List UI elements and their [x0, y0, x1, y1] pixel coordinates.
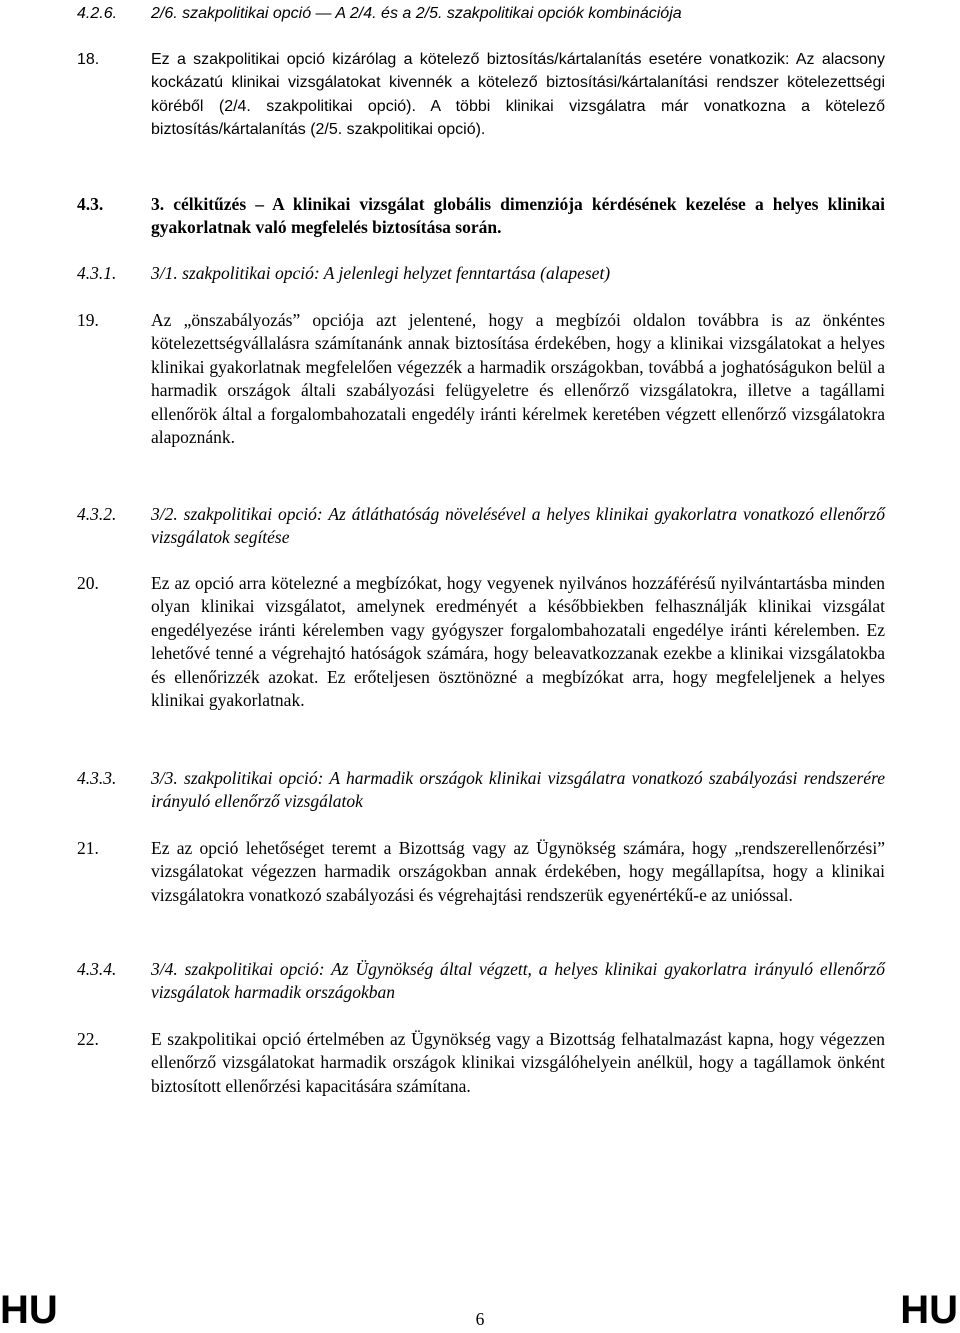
section-number: 4.3.2.: [77, 504, 117, 524]
section-title: 3/2. szakpolitikai opció: Az átláthatóság növelésével a helyes klinikai gyakorlatra vonatkozó ellenőrző vizsgálatok segítése: [151, 504, 885, 548]
paragraph-number: 20.: [77, 573, 99, 593]
section-title: 3/1. szakpolitikai opció: A jelenlegi helyzet fenntartása (alapeset): [151, 263, 611, 283]
section-title: 3/4. szakpolitikai opció: Az Ügynökség által végzett, a helyes klinikai gyakorlatra irányuló ellenőrző vizsgálatok harmadik országokban: [151, 959, 885, 1003]
section-heading-4-3-1: [77, 262, 885, 285]
paragraph-18: [77, 48, 885, 142]
section-number: 4.3.3.: [77, 768, 117, 788]
section-heading-4-2-6: [77, 2, 885, 25]
paragraph-number: 19.: [77, 310, 99, 330]
paragraph-text: Ez az opció lehetőséget teremt a Bizottság vagy az Ügynökség számára, hogy „rendszerellenőrzési” vizsgálatokat végezzen harmadik országokban annak érdekében, hogy megállapítsa, hogy a klinikai vizsgálatokra vonatkozó szabályozási és végrehajtási rendszerük egyenértékű-e az unióssal.: [151, 838, 885, 905]
paragraph-number: 18.: [77, 51, 100, 68]
paragraph-number: 21.: [77, 838, 99, 858]
paragraph-text: E szakpolitikai opció értelmében az Ügynökség vagy a Bizottság felhatalmazást kapna, hogy végezzen ellenőrző vizsgálatokat harmadik országok klinikai vizsgálóhelyein anélkül, hogy a tagállamok önként biztosított ellenőrzési kapacitására számítana.: [151, 1029, 885, 1096]
paragraph-22: [77, 1028, 885, 1098]
paragraph-text: Az „önszabályozás” opciója azt jelentené, hogy a megbízói oldalon továbbra is az önkéntes kötelezettségvállalásra számítanánk annak biztosítása érdekében, hogy a klinikai vizsgálatokat a helyes klinikai gyakorlatnak megfelelően végezzék a harmadik országokban, továbbá a joghatóságukon belül a harmadik országok általi szabályozási felügyeletre és ellenőrző vizsgálatokra, illetve a tagállami ellenőrök által a forgalombahozatali engedély iránti kérelmek keretében végzett ellenőrző vizsgálatokra alapoznánk.: [151, 310, 885, 448]
paragraph-text: Ez a szakpolitikai opció kizárólag a kötelező biztosítás/kártalanítás esetére vonatkozik: Az alacsony kockázatú klinikai vizsgálatokat kivennék a kötelező biztosítási/kártalanítási rendszer kötelezettségi köréből (2/4. szakpolitikai opció). A többi klinikai vizsgálatra már vonatkozna a kötelező biztosítás/kártalanítás (2/5. szakpolitikai opció).: [151, 51, 885, 139]
section-title: 2/6. szakpolitikai opció — A 2/4. és a 2/5. szakpolitikai opciók kombinációja: [151, 5, 682, 22]
section-number: 4.3.: [77, 194, 104, 214]
footer-language-code-right: HU: [900, 1288, 958, 1332]
section-number: 4.3.1.: [77, 263, 117, 283]
footer-page-number: 6: [475, 1309, 485, 1329]
section-number: 4.2.6.: [77, 5, 118, 22]
paragraph-19: [77, 309, 885, 449]
section-heading-4-3: [77, 193, 885, 240]
section-title: 3/3. szakpolitikai opció: A harmadik országok klinikai vizsgálatra vonatkozó szabályozási rendszerére irányuló ellenőrző vizsgálatok: [151, 768, 885, 812]
paragraph-20: [77, 572, 885, 712]
paragraph-21: [77, 837, 885, 907]
section-title: 3. célkitűzés – A klinikai vizsgálat globális dimenziója kérdésének kezelése a helyes klinikai gyakorlatnak való megfelelés biztosítása során.: [151, 194, 885, 238]
section-heading-4-3-4: [77, 958, 885, 1005]
section-heading-4-3-3: [77, 767, 885, 814]
paragraph-text: Ez az opció arra kötelezné a megbízókat, hogy vegyenek nyilvános hozzáférésű nyilvántartásba minden olyan klinikai vizsgálatot, amelynek eredményét a későbbiekben felhasználják klinikai vizsgálat engedélyezése iránti kérelemben vagy gyógyszer forgalombahozatali engedélye iránti kérelemben. Ez lehetővé tenné a végrehajtó hatóságok számára, hogy beleavatkozzanak ezekbe a klinikai vizsgálatokba és ellenőrizzék azokat. Ez erőteljesen ösztönözné a megbízókat arra, hogy megfeleljenek a helyes klinikai gyakorlatnak.: [151, 573, 885, 711]
section-heading-4-3-2: [77, 503, 885, 550]
section-number: 4.3.4.: [77, 959, 117, 979]
paragraph-number: 22.: [77, 1029, 99, 1049]
footer-language-code-left: HU: [0, 1288, 58, 1332]
